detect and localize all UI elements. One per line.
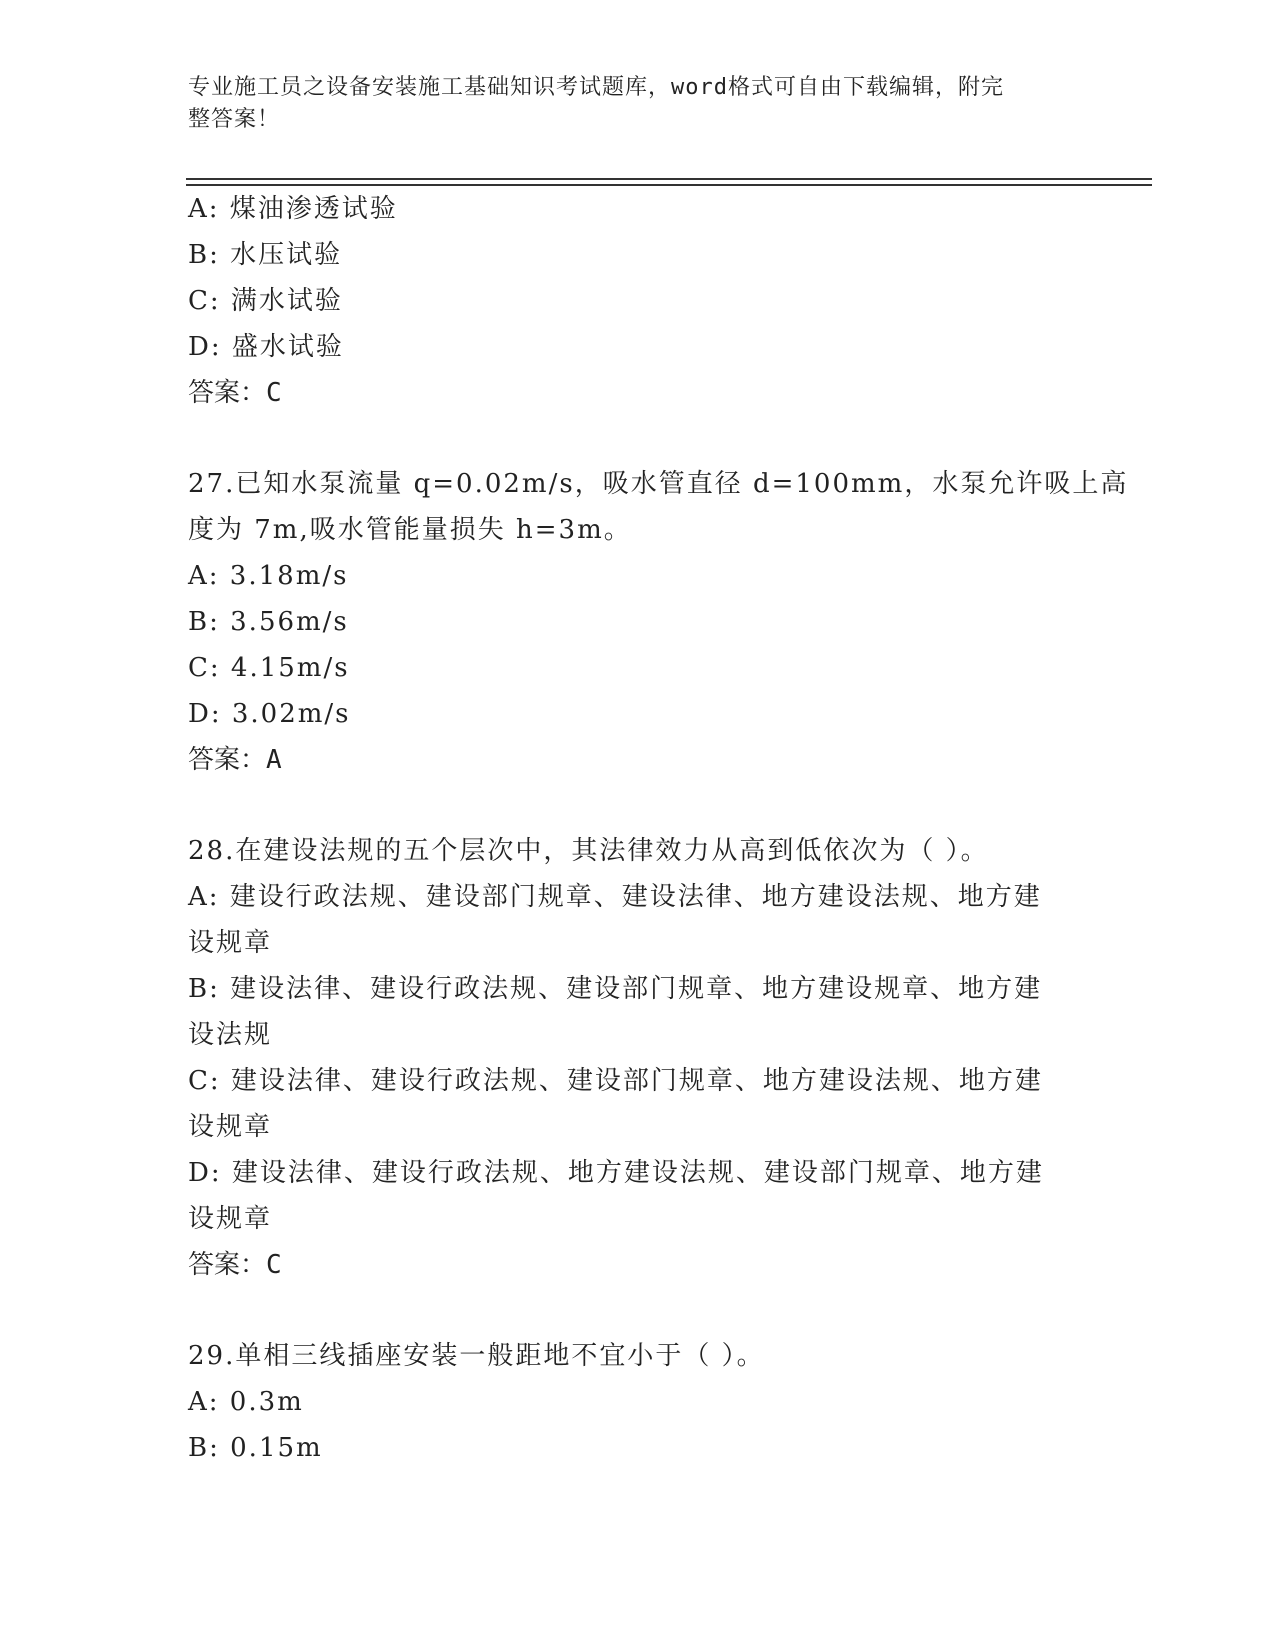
spacer	[188, 1288, 1088, 1333]
option-c: C: 4.15m/s	[188, 653, 350, 683]
document-header	[188, 72, 1068, 136]
option-d: D: 3.02m/s	[188, 699, 351, 729]
header-line-1: 专业施工员之设备安装施工基础知识考试题库，word格式可自由下载编辑，附完	[188, 75, 1004, 100]
header-rule-top	[186, 178, 1152, 180]
question-26	[188, 186, 1088, 416]
question-stem: 29.单相三线插座安装一般距地不宜小于（ ）。	[188, 1341, 765, 1371]
spacer	[188, 783, 1088, 828]
question-stem: 27.已知水泵流量 q=0.02m/s，吸水管直径 d=100mm，水泵允许吸上高	[188, 469, 1129, 499]
option-d: D: 建设法律、建设行政法规、地方建设法规、建设部门规章、地方建	[188, 1158, 1044, 1188]
option-a: A: 3.18m/s	[188, 561, 349, 591]
option-b: B: 建设法律、建设行政法规、建设部门规章、地方建设规章、地方建	[188, 974, 1043, 1004]
answer: 答案：C	[188, 1250, 282, 1280]
option-d-continued: 设规章	[188, 1204, 273, 1234]
question-stem: 28.在建设法规的五个层次中，其法律效力从高到低依次为（ ）。	[188, 836, 989, 866]
option-b-continued: 设法规	[188, 1020, 273, 1050]
option-a-continued: 设规章	[188, 928, 273, 958]
header-line-2: 整答案！	[188, 107, 281, 132]
question-27	[188, 461, 1129, 783]
option-c: C: 建设法律、建设行政法规、建设部门规章、地方建设法规、地方建	[188, 1066, 1043, 1096]
spacer	[188, 416, 1088, 461]
option-a: A: 煤油渗透试验	[188, 194, 398, 224]
option-c: C: 满水试验	[188, 286, 343, 316]
option-d: D: 盛水试验	[188, 332, 344, 362]
answer: 答案：C	[188, 378, 282, 408]
option-a: A: 0.3m	[188, 1387, 304, 1417]
option-a: A: 建设行政法规、建设部门规章、建设法律、地方建设法规、地方建	[188, 882, 1042, 912]
option-b: B: 3.56m/s	[188, 607, 349, 637]
answer: 答案：A	[188, 745, 282, 775]
question-stem-continued: 度为 7m,吸水管能量损失 h=3m。	[188, 515, 632, 545]
option-b: B: 水压试验	[188, 240, 343, 270]
question-content	[188, 186, 1129, 1471]
question-29	[188, 1333, 1088, 1471]
question-28	[188, 828, 1088, 1288]
option-b: B: 0.15m	[188, 1433, 323, 1463]
option-c-continued: 设规章	[188, 1112, 273, 1142]
